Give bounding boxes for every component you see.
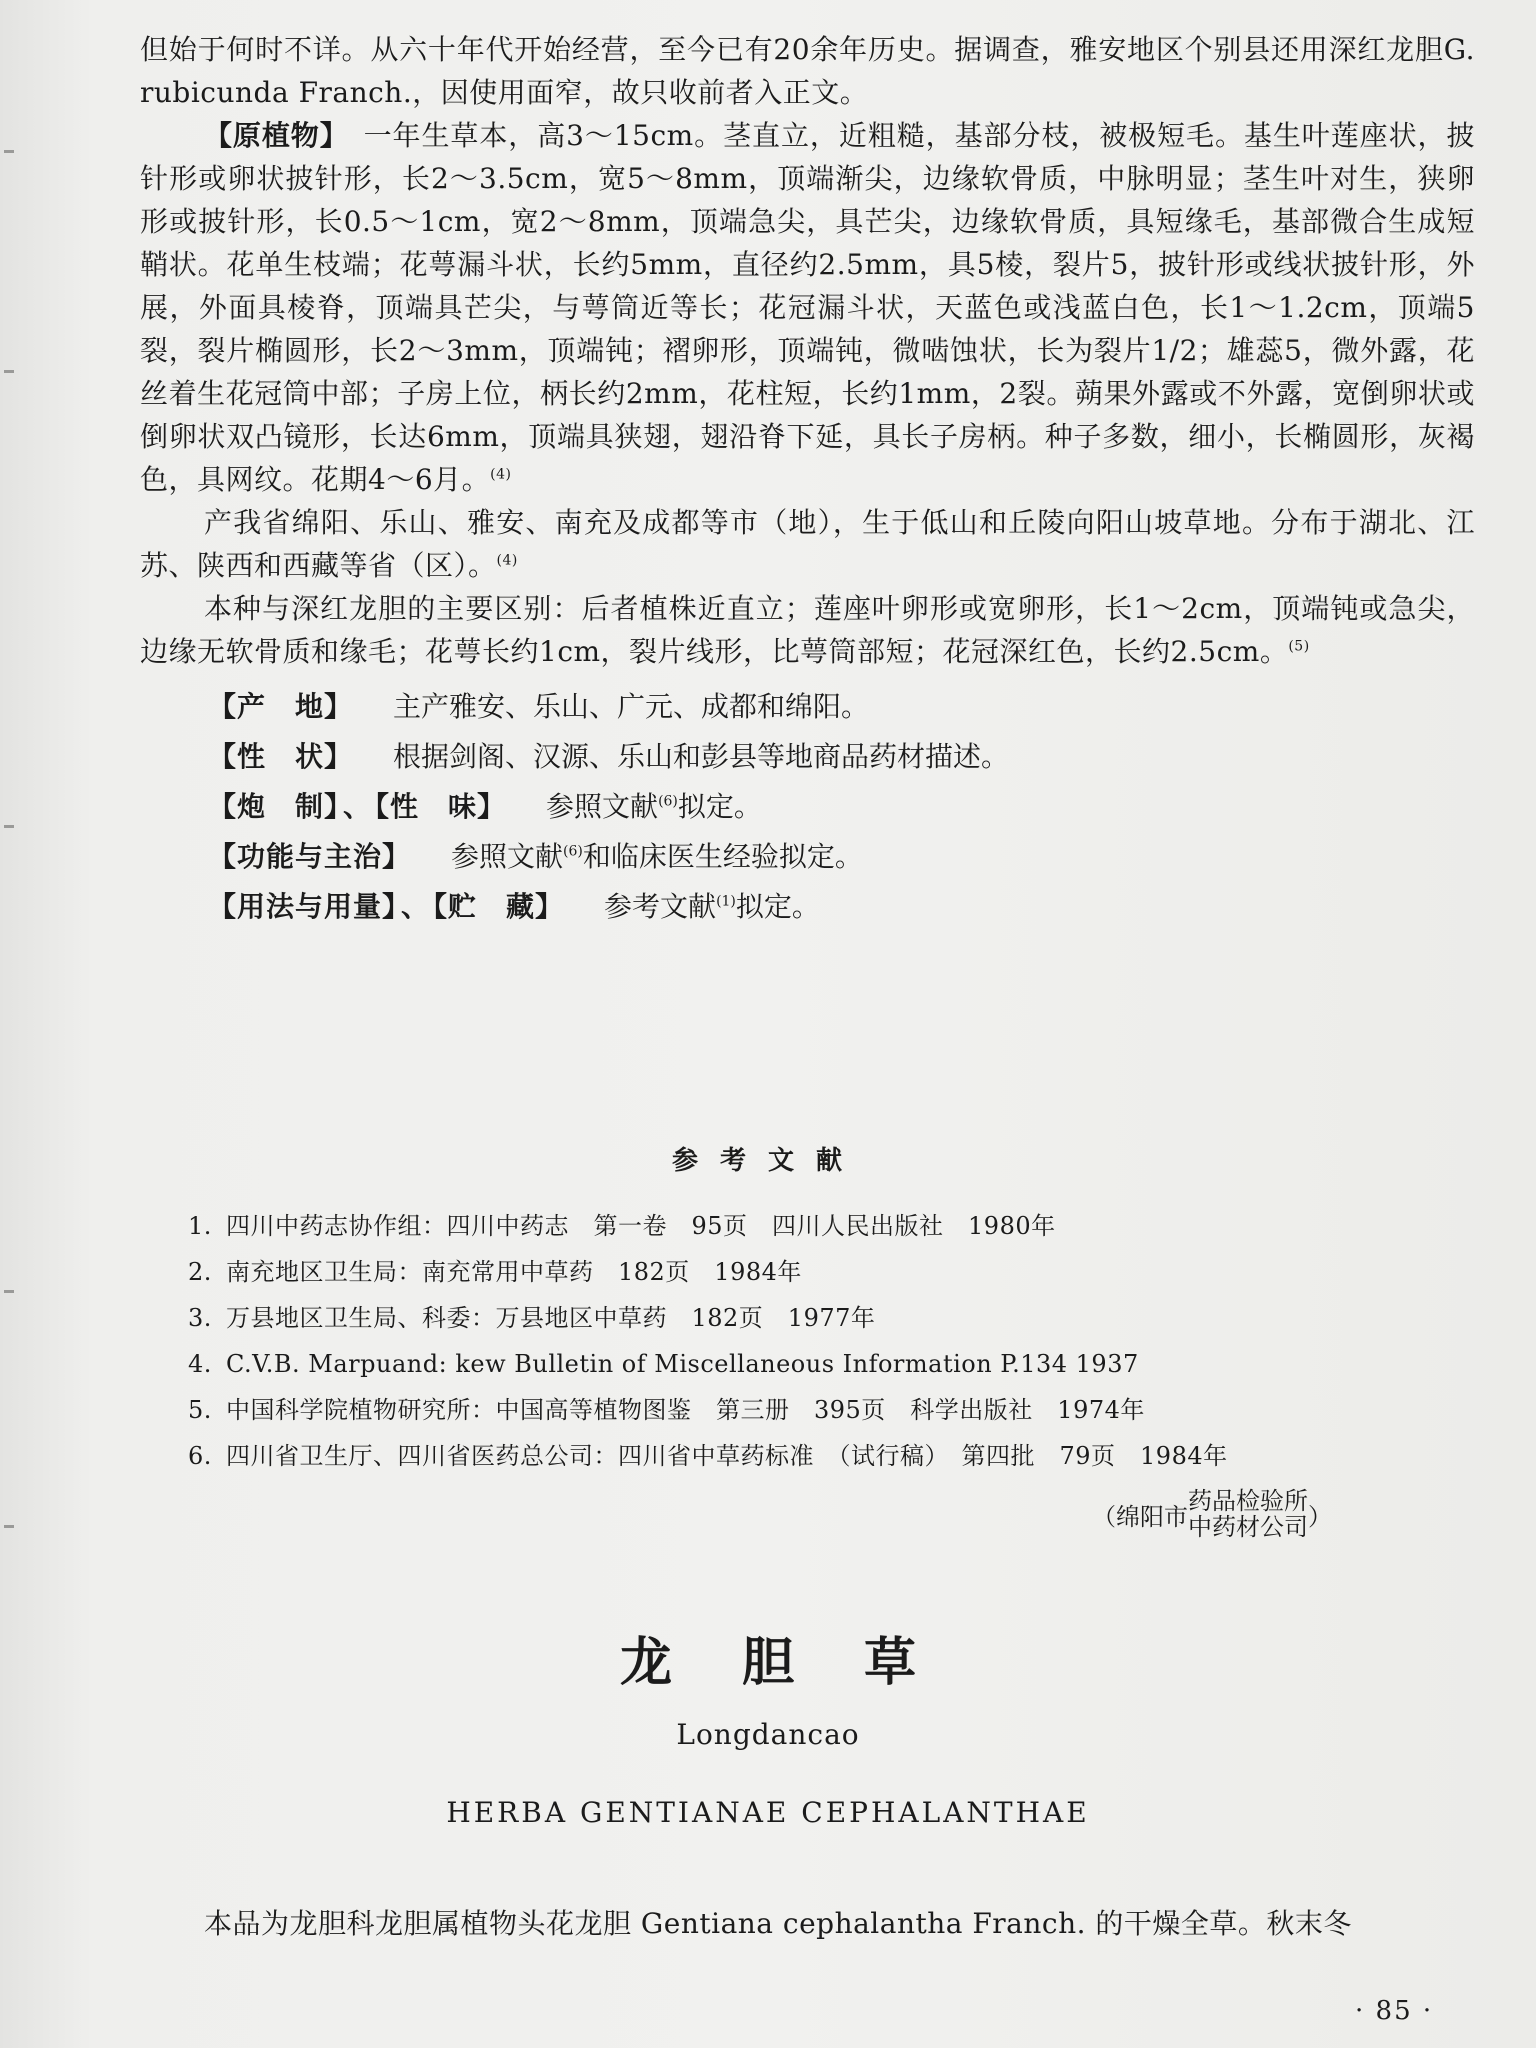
comparison-text: 本种与深红龙胆的主要区别：后者植株近直立；莲座叶卵形或宽卵形，长1～2cm，顶端钝或急尖，边缘无软骨质和缘毛；花萼长约1cm，裂片线形，比萼筒部短；花冠深红色，长约2.5cm。 [140,592,1475,668]
distribution-text: 产我省绵阳、乐山、雅安、南充及成都等市（地），生于低山和丘陵向阳山坡草地。分布于湖北、江苏、陕西和西藏等省（区）。 [140,506,1475,582]
attribution-stack [1188,1488,1308,1540]
origin-label: 【产 地】 [208,690,354,723]
reference-text: 南充地区卫生局：南充常用中草药 182页 1984年 [226,1258,802,1286]
scan-edge-mark [4,825,14,828]
attribution-suffix: ） [1308,1502,1332,1531]
function-text [451,840,863,873]
reference-number: 3. [188,1304,212,1332]
paragraph-comparison [140,587,1475,673]
process-text-a: 参照文献 [546,790,659,823]
citation: (5) [1288,638,1310,655]
reference-text: 万县地区卫生局、科委：万县地区中草药 182页 1977年 [226,1304,876,1332]
citation: (6) [658,793,678,810]
section-traits [140,735,1475,778]
scan-edge-mark [4,1290,14,1293]
reference-item [188,1295,1488,1341]
reference-text: 中国科学院植物研究所：中国高等植物图鉴 第三册 395页 科学出版社 1974年 [226,1396,1145,1424]
plant-description-text: 一年生草本，高3～15cm。茎直立，近粗糙，基部分枝，被极短毛。基生叶莲座状，披针形或卵状披针形，长2～3.5cm，宽5～8mm，顶端渐尖，边缘软骨质，中脉明显；茎生叶对生，狭卵形或披针形，长0.5～1cm，宽2～8mm，顶端急尖，具芒尖，边缘软骨质，具短缘毛，基部微合生成短鞘状。花单生枝端；花萼漏斗状，长约5mm，直径约2.5mm，具5棱，裂片5，披针形或线状披针形，外展，外面具棱脊，顶端具芒尖，与萼筒近等长；花冠漏斗状，天蓝色或浅蓝白色，长1～1.2cm，顶端5裂，裂片椭圆形，长2～3mm，顶端钝；褶卵形，顶端钝，微啮蚀状，长为裂片1/2；雄蕊5，微外露，花丝着生花冠筒中部；子房上位，柄长约2mm，花柱短，长约1mm，2裂。蒴果外露或不外露，宽倒卵状或倒卵状双凸镜形，长达6mm，顶端具狭翅，翅沿脊下延，具长子房柄。种子多数，细小，长椭圆形，灰褐色，具网纹。花期4～6月。 [140,119,1475,496]
attribution-line1: 药品检验所 [1188,1487,1308,1515]
plant-label: 【原植物】 [204,119,335,152]
citation: (4) [490,466,512,483]
separator: 、 [343,790,372,823]
reference-number: 5. [188,1396,212,1424]
usage-text-a: 参考文献 [604,890,717,923]
section-origin [140,685,1475,728]
process-label: 【炮 制】 [208,790,340,823]
page-number: · 85 · [1355,1996,1434,2026]
separator: 、 [401,890,430,923]
usage-label: 【用法与用量】 [208,890,398,923]
function-text-b: 和临床医生经验拟定。 [582,840,863,873]
entry-latin-name: HERBA GENTIANAE CEPHALANTHAE [446,1796,1090,1829]
citation: (1) [716,893,736,910]
body-text [140,28,1475,935]
reference-text: 四川中药志协作组：四川中药志 第一卷 95页 四川人民出版社 1980年 [226,1212,1056,1240]
section-function [140,835,1475,878]
citation: (4) [496,552,518,569]
entry-pinyin: Longdancao [676,1718,860,1751]
reference-item [188,1341,1488,1387]
entry-title: 龙胆草 [619,1633,986,1693]
scan-edge-mark [4,150,14,153]
section-usage-storage [140,885,1475,928]
reference-item [188,1433,1488,1479]
taste-label: 【性 味】 [375,790,507,823]
scan-edge-mark [4,1525,14,1528]
attribution-prefix: （绵阳市 [1092,1502,1188,1531]
entry-intro: 本品为龙胆科龙胆属植物头花龙胆 Gentiana cephalantha Franch. 的干燥全草。秋末冬 [204,1907,1352,1940]
usage-text [604,890,820,923]
references-list [188,1203,1488,1479]
process-text [546,790,762,823]
scan-edge-mark [4,370,14,373]
origin-text: 主产雅安、乐山、广元、成都和绵阳。 [393,690,870,723]
section-process-taste [140,785,1475,828]
reference-item [188,1387,1488,1433]
citation: (6) [563,843,583,860]
process-text-end: 拟定。 [677,790,762,823]
traits-label: 【性 状】 [208,740,354,773]
usage-text-b: 拟定。 [735,890,820,923]
paragraph-history: 但始于何时不详。从六十年代开始经营，至今已有20余年历史。据调查，雅安地区个别县还用深红龙胆G. rubicunda Franch.，因使用面窄，故只收前者入正文。 [140,33,1475,109]
attribution [1092,1488,1332,1540]
reference-item [188,1203,1488,1249]
traits-text: 根据剑阁、汉源、乐山和彭县等地商品药材描述。 [393,740,1010,773]
reference-text: C.V.B. Marpuand: kew Bulletin of Miscellaneous Information P.134 1937 [226,1350,1139,1378]
reference-text: 四川省卫生厅、四川省医药总公司：四川省中草药标准 （试行稿） 第四批 79页 1984年 [226,1442,1228,1470]
reference-number: 6. [188,1442,212,1470]
reference-number: 1. [188,1212,212,1240]
function-text-a: 参照文献 [451,840,564,873]
paragraph-plant-description [140,114,1475,501]
storage-label: 【贮 藏】 [433,890,565,923]
reference-number: 4. [188,1350,212,1378]
reference-number: 2. [188,1258,212,1286]
references-heading: 参考文献 [671,1146,864,1176]
attribution-line2: 中药材公司 [1188,1513,1308,1541]
paragraph-distribution [140,501,1475,587]
reference-item [188,1249,1488,1295]
function-label: 【功能与主治】 [208,840,412,873]
